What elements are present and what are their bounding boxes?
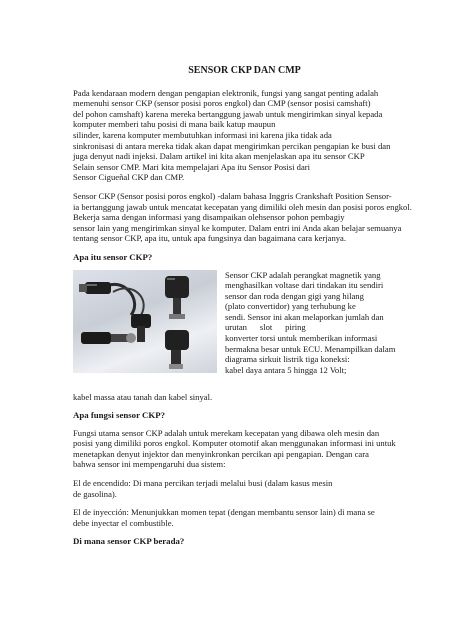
intro-line: silinder, karena komputer membutuhkan informasi ini karena jika tidak ada [73,129,332,140]
sensor-illustration [73,270,217,373]
paragraph-line: kabel massa atau tanah dan kabel sinyal. [73,391,213,402]
paragraph-line: diagrama sirkuit listrik tiga koneksi: [225,354,350,365]
paragraph-line: debe inyectar el combustible. [73,517,174,528]
intro-line: Sensor Cigueñal CKP dan CMP. [73,172,185,183]
heading-what-is-ckp: Apa itu sensor CKP? [73,251,153,262]
intro-line: del pohon camshaft) karena mereka bertanggung jawab untuk mengirimkan sinyal kepada [73,108,383,119]
paragraph-line: Fungsi utama sensor CKP adalah untuk merekam kecepatan yang dibawa oleh mesin dan [73,427,380,438]
paragraph-line: urutan slot piring [225,322,306,333]
paragraph-line: konverter torsi untuk memberikan informasi [225,333,378,344]
paragraph-line: menetapkan denyut injektor dan menyinkronkan percikan api pengapian. Dengan cara [73,448,369,459]
document-title: SENSOR CKP DAN CMP [188,65,301,76]
paragraph-line: bahwa sensor ini mempengaruhi dua sistem: [73,459,226,470]
paragraph-line: de gasolina). [73,488,117,499]
intro-line: sinkronisasi di antara mereka tidak akan dapat mengirimkan percikan pengapian ke busi dan [73,140,391,151]
intro-line: Selain sensor CMP. Mari kita mempelajari Apa itu Sensor Posisi dari [73,161,311,172]
intro-paragraph [73,88,416,183]
paragraph-line: Sensor CKP (Sensor posisi poros engkol) -dalam bahasa Inggris Crankshaft Position Sensor- [73,190,392,201]
paragraph-line: kabel daya antara 5 hingga 12 Volt; [225,364,347,375]
injection-paragraph [73,507,416,528]
paragraph-line: El de encendido: Di mana percikan terjadi melalui busi (dalam kasus mesin [73,478,333,489]
paragraph-line: tentang sensor CKP, apa itu, untuk apa fungsinya dan bagaimana cara kerjanya. [73,233,347,244]
paragraph-line: Bekerja sama dengan informasi yang disampaikan olehsensor pohon pembagiy [73,212,345,223]
intro-line: komputer memberi tahu posisi di mana baik katup maupun [73,119,276,130]
paragraph-line: Sensor CKP adalah perangkat magnetik yang [225,269,381,280]
paragraph-line: posisi yang dimiliki poros engkol. Komputer otomotif akan menggunakan informasi ini untuk [73,438,396,449]
paragraph-line: sensor dan roda dengan gigi yang hilang [225,290,364,301]
paragraph-line: bermakna besar untuk ECU. Menampilkan dalam [225,343,396,354]
ckp-definition-paragraph [73,191,416,244]
paragraph-line: sensor lain yang mengirimkan sinyal ke komputer. Dalam entri ini Anda akan belajar semuanya [73,222,402,233]
figure-with-text [73,270,416,391]
ckp-function-paragraph [73,428,416,470]
paragraph-line: (plato convertidor) yang terhubung ke [225,301,356,312]
paragraph-line: El de inyección: Menunjukkan momen tepat (dengan membantu sensor lain) di mana se [73,507,375,518]
paragraph-line: ia bertanggung jawab untuk mencatat kecepatan yang dimiliki oleh mesin dan posisi poros engkol. [73,201,412,212]
ckp-description-text [225,270,417,376]
intro-line: juga denyut nadi injeksi. Dalam artikel ini kita akan menjelaskan apa itu sensor CKP [73,151,365,162]
intro-line: memenuhi sensor CKP (sensor posisi poros engkol) dan CMP (sensor posisi camshaft) [73,98,371,109]
paragraph-line: sendi. Sensor ini akan melaporkan jumlah dan [225,311,384,322]
intro-line: Pada kendaraan modern dengan pengapian elektronik, fungsi yang sangat penting adalah [73,87,379,98]
heading-ckp-location: Di mana sensor CKP berada? [73,536,185,547]
ignition-paragraph [73,478,416,499]
ckp-sensor-photo [73,270,217,373]
paragraph-line: menghasilkan voltase dari tindakan itu sendiri [225,280,384,291]
heading-ckp-function: Apa fungsi sensor CKP? [73,410,165,421]
